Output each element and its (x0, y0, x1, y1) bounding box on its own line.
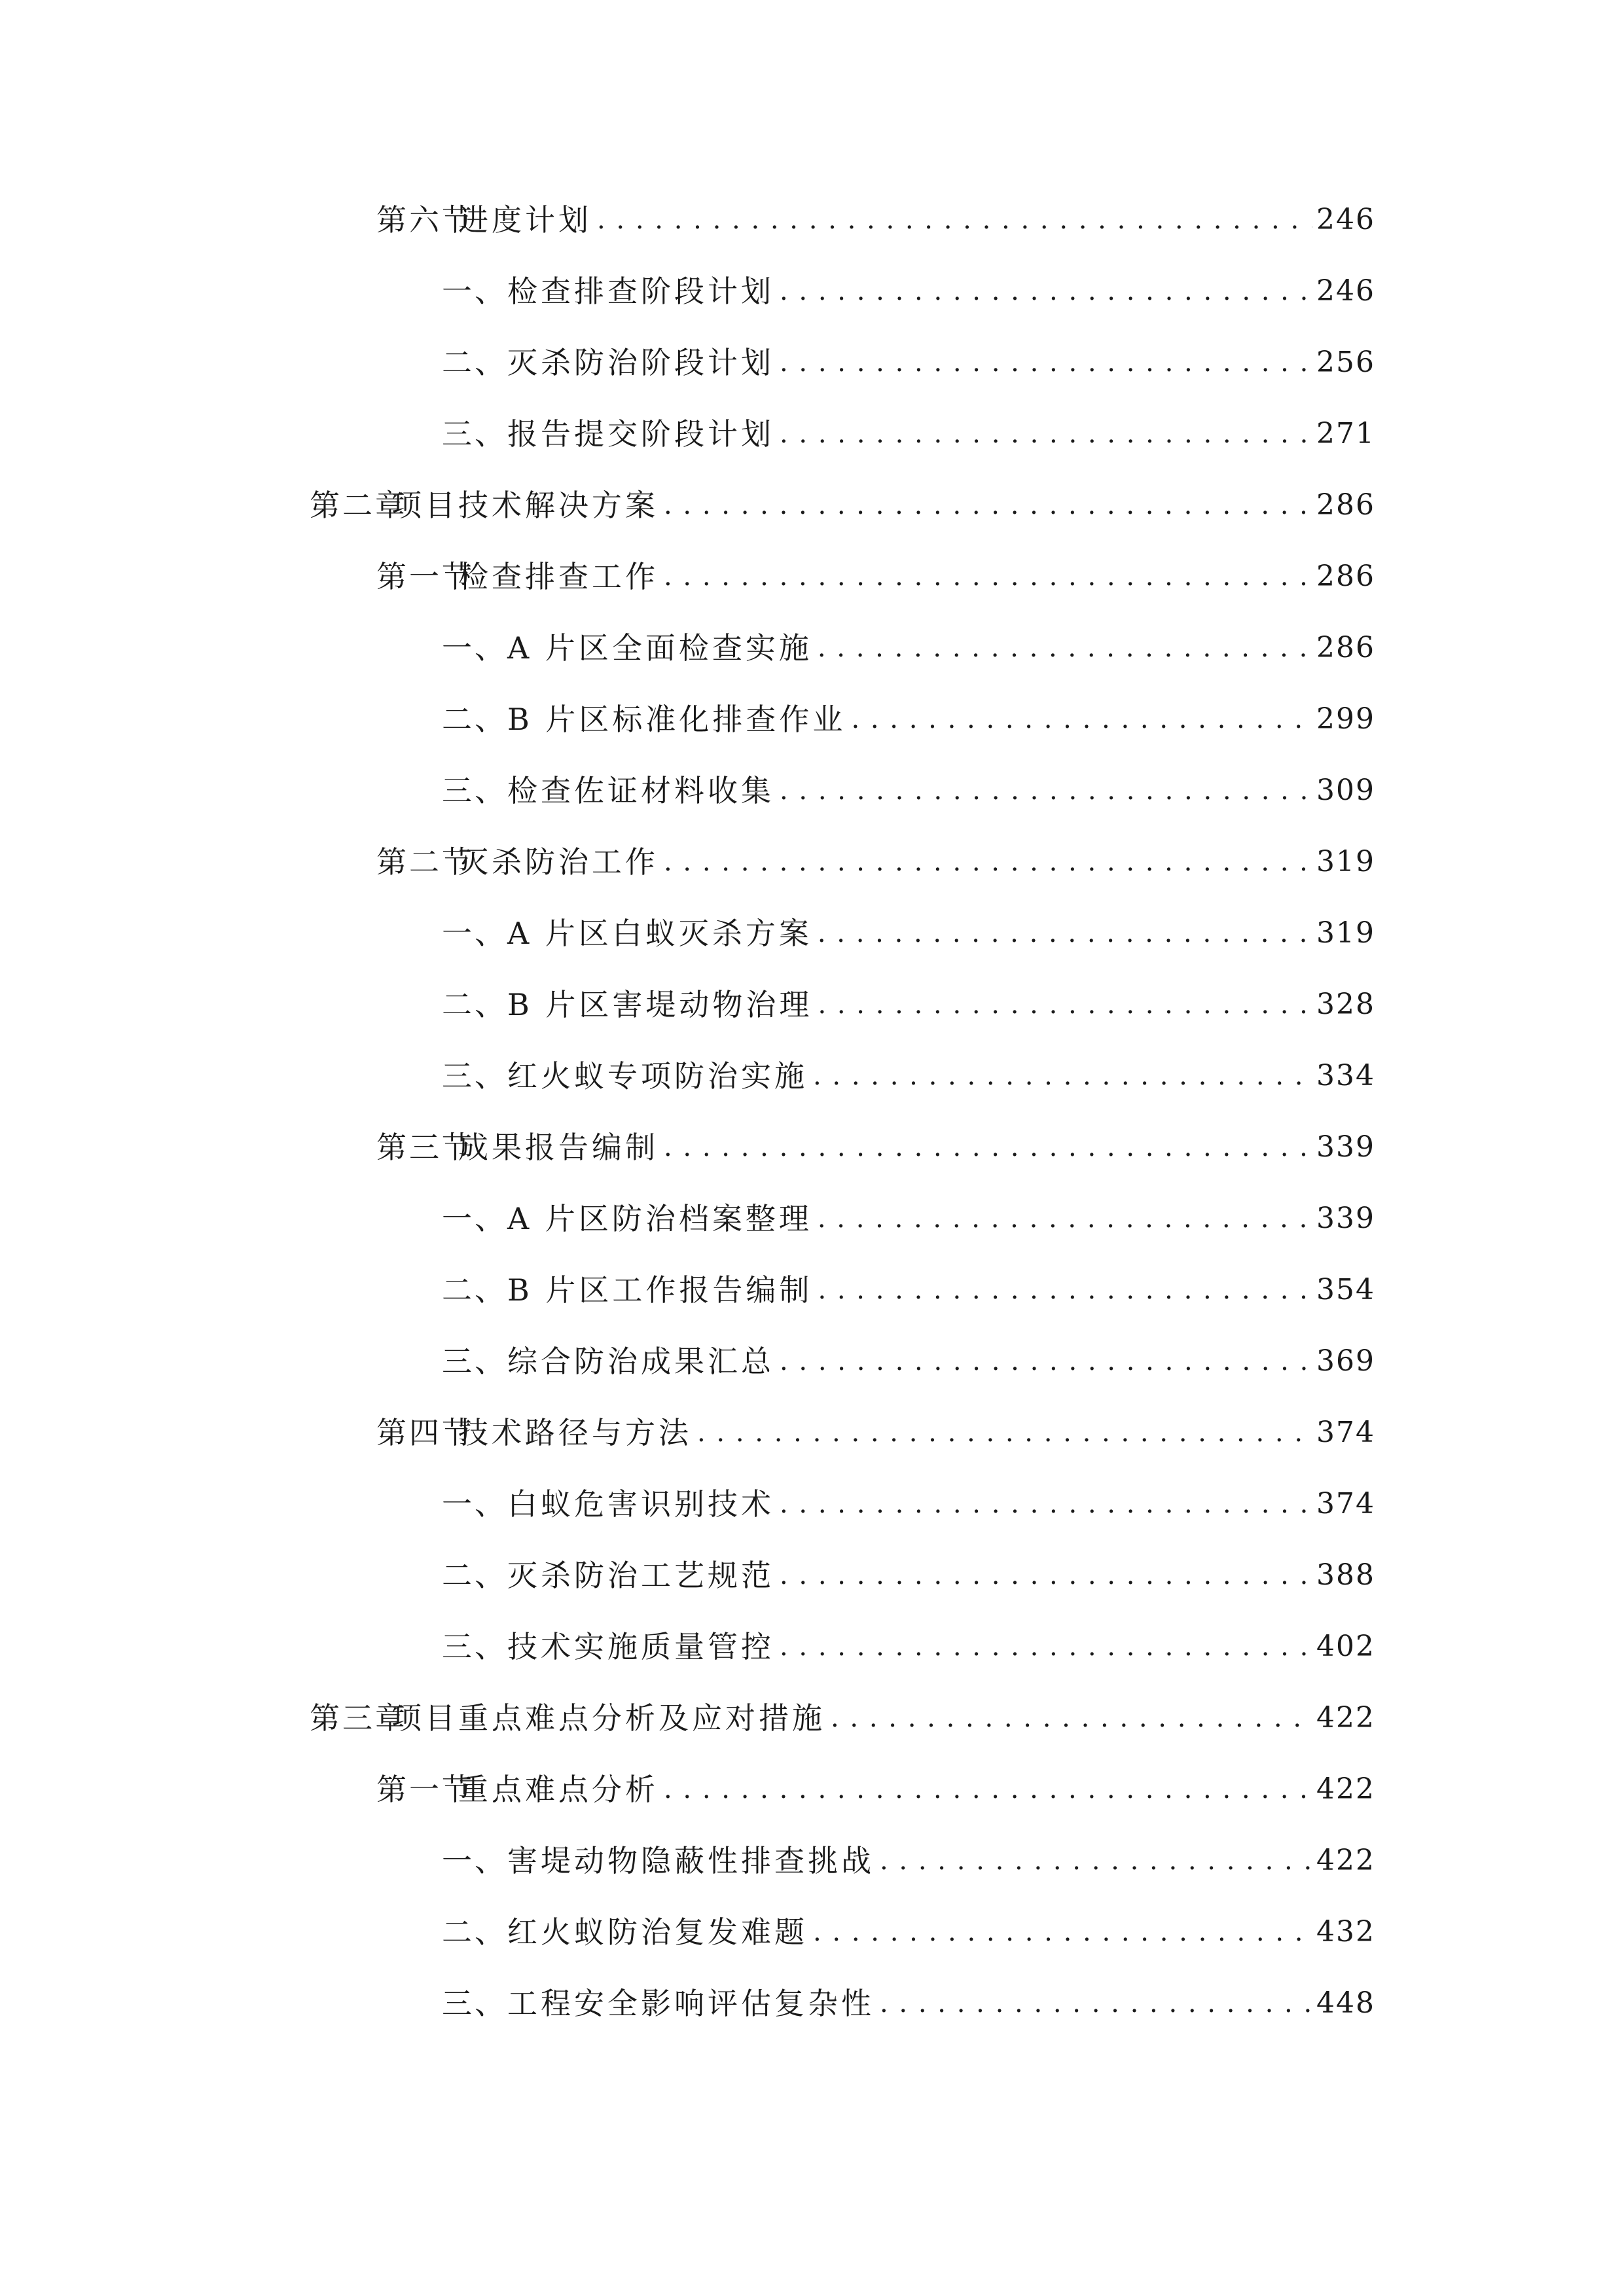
toc-entry-page: 354 (1316, 1273, 1375, 1306)
toc-entry-title: A 片区白蚁灭杀方案 (507, 916, 812, 951)
toc-entry-number: 第一节 (376, 559, 475, 594)
toc-entry-page: 286 (1316, 488, 1375, 522)
toc-dot-leader (780, 764, 1312, 817)
toc-entry[interactable] (442, 622, 1375, 674)
toc-entry-page: 246 (1316, 274, 1375, 308)
toc-dot-leader (880, 1977, 1312, 2030)
toc-dot-leader (818, 978, 1312, 1031)
toc-entry[interactable] (442, 1335, 1375, 1388)
toc-dot-leader (780, 1621, 1312, 1673)
toc-dot-leader (818, 1193, 1312, 1245)
toc-entry-page: 369 (1316, 1344, 1375, 1378)
toc-entry[interactable] (442, 408, 1375, 460)
toc-dot-leader (818, 907, 1312, 960)
toc-entry[interactable] (376, 550, 1375, 603)
toc-dot-leader (780, 1335, 1312, 1388)
toc-entry-title: B 片区工作报告编制 (507, 1272, 813, 1308)
toc-dot-leader (664, 836, 1312, 888)
toc-entry-title: 项目重点难点分析及应对措施 (391, 1700, 825, 1736)
toc-entry-page: 319 (1316, 916, 1375, 950)
toc-entry-number: 三、 (442, 1344, 507, 1379)
toc-entry-page: 422 (1316, 1772, 1375, 1806)
toc-entry-number: 二、 (442, 987, 507, 1022)
toc-entry-number: 三、 (442, 416, 507, 452)
toc-entry-title: A 片区全面检查实施 (507, 630, 812, 666)
toc-entry[interactable] (376, 836, 1375, 888)
toc-entry-number: 三、 (442, 1058, 507, 1094)
toc-entry-page: 271 (1316, 417, 1375, 450)
toc-entry-title: A 片区防治档案整理 (507, 1201, 812, 1236)
toc-entry-page: 432 (1316, 1915, 1375, 1948)
toc-dot-leader (780, 1478, 1312, 1530)
toc-entry-number: 一、 (442, 1843, 507, 1878)
toc-entry-page: 422 (1316, 1701, 1375, 1734)
toc-entry-number: 第三节 (376, 1130, 475, 1165)
toc-dot-leader (664, 479, 1312, 531)
toc-dot-leader (880, 1835, 1312, 1887)
toc-dot-leader (818, 622, 1312, 674)
toc-entry-page: 388 (1316, 1558, 1375, 1592)
toc-entry-title: 害堤动物隐蔽性排查挑战 (507, 1843, 875, 1878)
toc-entry-page: 256 (1316, 346, 1375, 379)
toc-entry-page: 374 (1316, 1416, 1375, 1449)
toc-dot-leader (780, 1549, 1312, 1602)
toc-entry[interactable] (310, 479, 1375, 531)
toc-dot-leader (780, 265, 1312, 317)
toc-entry[interactable] (376, 1121, 1375, 1174)
toc-entry-title: 技术实施质量管控 (507, 1629, 774, 1664)
toc-entry-number: 一、 (442, 630, 507, 666)
toc-entry-title: B 片区害堤动物治理 (507, 987, 813, 1022)
toc-entry-title: 白蚁危害识别技术 (507, 1486, 774, 1522)
toc-dot-leader (818, 1264, 1312, 1316)
toc-entry-title: 红火蚁专项防治实施 (507, 1058, 808, 1094)
toc-entry-number: 二、 (442, 1914, 507, 1950)
toc-entry-title: 工程安全影响评估复杂性 (507, 1986, 875, 2021)
toc-entry-title: B 片区标准化排查作业 (507, 702, 846, 737)
toc-dot-leader (697, 1407, 1312, 1459)
toc-dot-leader (664, 1763, 1312, 1816)
toc-entry-title: 进度计划 (458, 202, 592, 238)
toc-entry-page: 286 (1316, 560, 1375, 593)
toc-entry-number: 三、 (442, 1629, 507, 1664)
toc-entry-number: 一、 (442, 1486, 507, 1522)
toc-entry-title: 检查排查阶段计划 (507, 274, 774, 309)
toc-entry-title: 重点难点分析 (458, 1772, 659, 1807)
toc-entry-page: 448 (1316, 1986, 1375, 2020)
toc-entry-page: 339 (1316, 1202, 1375, 1235)
toc-dot-leader (851, 693, 1312, 745)
toc-entry[interactable] (442, 1478, 1375, 1530)
toc-entry[interactable] (442, 1549, 1375, 1602)
toc-entry[interactable] (442, 1906, 1375, 1958)
toc-dot-leader (813, 1050, 1312, 1102)
toc-entry-title: 灭杀防治工作 (458, 844, 659, 880)
toc-entry-title: 成果报告编制 (458, 1130, 659, 1165)
toc-entry-number: 二、 (442, 1558, 507, 1593)
toc-entry-title: 技术路径与方法 (458, 1415, 692, 1450)
toc-entry[interactable] (442, 1835, 1375, 1887)
toc-entry[interactable] (442, 978, 1375, 1031)
toc-entry-title: 项目技术解决方案 (391, 488, 659, 523)
toc-entry-page: 286 (1316, 631, 1375, 664)
toc-entry-number: 一、 (442, 916, 507, 951)
toc-dot-leader (597, 194, 1312, 246)
toc-entry[interactable] (442, 907, 1375, 960)
toc-dot-leader (664, 1121, 1312, 1174)
toc-entry-number: 一、 (442, 1201, 507, 1236)
toc-entry-page: 339 (1316, 1130, 1375, 1164)
toc-entry-number: 一、 (442, 274, 507, 309)
toc-entry-number: 二、 (442, 702, 507, 737)
toc-entry[interactable] (310, 1692, 1375, 1744)
toc-entry[interactable] (442, 693, 1375, 745)
toc-entry[interactable] (442, 1621, 1375, 1673)
toc-entry-title: 红火蚁防治复发难题 (507, 1914, 808, 1950)
toc-entry-page: 334 (1316, 1059, 1375, 1092)
toc-entry-number: 第二节 (376, 844, 475, 880)
toc-entry-number: 第一节 (376, 1772, 475, 1807)
toc-entry-page: 422 (1316, 1844, 1375, 1877)
toc-entry[interactable] (376, 1407, 1375, 1459)
toc-entry-number: 三、 (442, 773, 507, 808)
toc-entry-number: 第三章 (310, 1700, 408, 1736)
toc-entry-page: 402 (1316, 1630, 1375, 1663)
toc-entry-page: 319 (1316, 845, 1375, 878)
toc-entry-title: 灭杀防治工艺规范 (507, 1558, 774, 1593)
toc-entry[interactable] (442, 764, 1375, 817)
toc-entry[interactable] (442, 1050, 1375, 1102)
toc-entry-number: 二、 (442, 1272, 507, 1308)
toc-entry-number: 三、 (442, 1986, 507, 2021)
toc-entry[interactable] (442, 1977, 1375, 2030)
toc-entry[interactable] (442, 1264, 1375, 1316)
toc-entry-page: 309 (1316, 774, 1375, 807)
toc-dot-leader (780, 336, 1312, 389)
toc-entry-title: 报告提交阶段计划 (507, 416, 774, 452)
toc-entry-number: 二、 (442, 345, 507, 380)
toc-entry[interactable] (442, 336, 1375, 389)
toc-entry-title: 检查佐证材料收集 (507, 773, 774, 808)
toc-entry[interactable] (442, 1193, 1375, 1245)
toc-dot-leader (831, 1692, 1312, 1744)
toc-dot-leader (813, 1906, 1312, 1958)
toc-entry-page: 328 (1316, 988, 1375, 1021)
toc-entry-page: 246 (1316, 203, 1375, 236)
toc-entry-title: 灭杀防治阶段计划 (507, 345, 774, 380)
toc-entry-number: 第二章 (310, 488, 408, 523)
toc-entry-page: 374 (1316, 1487, 1375, 1520)
toc-dot-leader (664, 550, 1312, 603)
toc-dot-leader (780, 408, 1312, 460)
toc-entry-title: 检查排查工作 (458, 559, 659, 594)
toc-entry[interactable] (442, 265, 1375, 317)
toc-entry-number: 第六节 (376, 202, 475, 238)
toc-entry[interactable] (376, 194, 1375, 246)
toc-entry-number: 第四节 (376, 1415, 475, 1450)
toc-entry-title: 综合防治成果汇总 (507, 1344, 774, 1379)
toc-entry-page: 299 (1316, 702, 1375, 736)
toc-entry[interactable] (376, 1763, 1375, 1816)
